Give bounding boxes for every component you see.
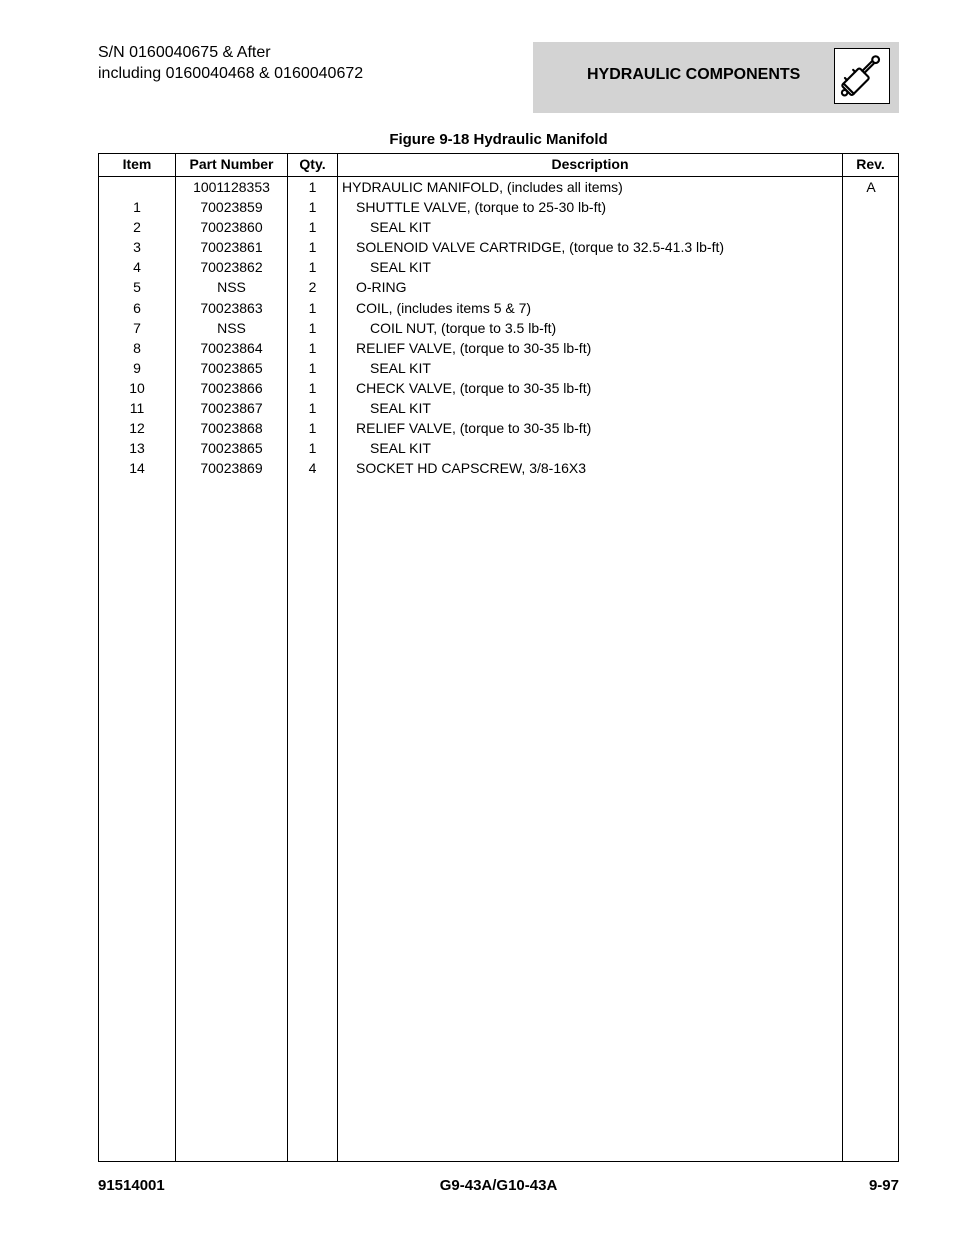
description-cell: CHECK VALVE, (torque to 30-35 lb-ft) xyxy=(356,379,592,396)
item-cell: 3 xyxy=(133,239,141,256)
description-cell: O-RING xyxy=(356,279,407,296)
description-cell: SOLENOID VALVE CARTRIDGE, (torque to 32.5-41.3 lb-ft) xyxy=(356,239,725,256)
part-number-cell: 70023860 xyxy=(200,219,263,236)
item-cell: 4 xyxy=(133,259,141,276)
part-number-cell: 70023864 xyxy=(200,339,263,356)
table-row xyxy=(99,217,898,237)
item-cell: 11 xyxy=(129,400,145,417)
part-number-cell: NSS xyxy=(217,319,246,336)
description-cell: SEAL KIT xyxy=(370,359,431,376)
qty-cell: 1 xyxy=(308,339,317,356)
description-cell: SHUTTLE VALVE, (torque to 25-30 lb-ft) xyxy=(356,199,607,216)
figure-title: Figure 9-18 Hydraulic Manifold xyxy=(389,131,608,148)
qty-cell: 1 xyxy=(308,219,317,236)
description-cell: HYDRAULIC MANIFOLD, (includes all items) xyxy=(342,179,623,195)
part-number-cell: 70023867 xyxy=(200,400,263,417)
description-cell: SEAL KIT xyxy=(370,259,431,276)
part-number-cell: NSS xyxy=(217,279,246,296)
description-cell: COIL NUT, (torque to 3.5 lb-ft) xyxy=(370,319,557,336)
part-number-cell: 70023862 xyxy=(200,259,263,276)
item-cell: 6 xyxy=(133,299,141,316)
footer-page-number: 9-97 xyxy=(868,1177,899,1194)
qty-cell: 1 xyxy=(308,239,317,256)
description-cell: SEAL KIT xyxy=(370,400,431,417)
table-row xyxy=(99,277,898,297)
column-header-qty: Qty. xyxy=(299,156,326,172)
part-number-cell: 70023865 xyxy=(200,359,263,376)
section-header xyxy=(533,42,899,113)
qty-cell: 4 xyxy=(308,460,317,477)
serial-line-1: S/N 0160040675 & After xyxy=(98,44,271,61)
qty-cell: 1 xyxy=(308,359,317,376)
table-row xyxy=(99,177,898,197)
qty-cell: 1 xyxy=(308,379,317,396)
table-row xyxy=(99,378,898,398)
parts-list xyxy=(99,177,898,478)
part-number-cell: 70023866 xyxy=(200,379,263,396)
qty-cell: 1 xyxy=(308,199,317,216)
description-cell: SEAL KIT xyxy=(370,219,431,236)
table-row xyxy=(99,318,898,338)
item-cell: 9 xyxy=(133,359,141,376)
qty-cell: 1 xyxy=(308,400,317,417)
qty-cell: 1 xyxy=(308,179,317,195)
qty-cell: 1 xyxy=(308,440,317,457)
item-cell: 7 xyxy=(133,319,141,336)
part-number-cell: 1001128353 xyxy=(193,179,270,195)
table-row xyxy=(99,418,898,438)
description-cell: SOCKET HD CAPSCREW, 3/8-16X3 xyxy=(356,460,587,477)
column-header-rev: Rev. xyxy=(856,156,885,172)
part-number-cell: 70023863 xyxy=(200,299,263,316)
table-row xyxy=(99,398,898,418)
part-number-cell: 70023861 xyxy=(200,239,263,256)
item-cell: 13 xyxy=(129,440,145,457)
qty-cell: 1 xyxy=(308,299,317,316)
item-cell: 1 xyxy=(133,199,141,216)
footer-model: G9-43A/G10-43A xyxy=(439,1177,558,1194)
item-cell: 12 xyxy=(129,420,145,437)
description-cell: RELIEF VALVE, (torque to 30-35 lb-ft) xyxy=(356,339,592,356)
table-row xyxy=(99,338,898,358)
footer-doc-number: 91514001 xyxy=(98,1177,165,1194)
qty-cell: 1 xyxy=(308,420,317,437)
item-cell: 14 xyxy=(129,460,145,477)
table-row xyxy=(99,257,898,277)
column-header-item: Item xyxy=(122,156,152,172)
hydraulic-cylinder-icon xyxy=(834,48,890,104)
table-row xyxy=(99,197,898,217)
description-cell: SEAL KIT xyxy=(370,440,431,457)
table-row xyxy=(99,358,898,378)
part-number-cell: 70023868 xyxy=(200,420,263,437)
serial-number-block xyxy=(98,42,363,84)
description-cell: COIL, (includes items 5 & 7) xyxy=(356,299,532,316)
section-title: HYDRAULIC COMPONENTS xyxy=(587,66,801,83)
parts-table xyxy=(98,153,899,1162)
serial-line-2: including 0160040468 & 0160040672 xyxy=(98,65,364,82)
item-cell: 10 xyxy=(129,379,145,396)
table-row xyxy=(99,438,898,458)
table-row xyxy=(99,237,898,257)
part-number-cell: 70023859 xyxy=(200,199,263,216)
item-cell: 8 xyxy=(133,339,141,356)
description-cell: RELIEF VALVE, (torque to 30-35 lb-ft) xyxy=(356,420,592,437)
qty-cell: 2 xyxy=(308,279,317,296)
table-row xyxy=(99,298,898,318)
part-number-cell: 70023869 xyxy=(200,460,263,477)
table-row xyxy=(99,458,898,478)
column-header-part-number: Part Number xyxy=(189,156,274,172)
part-number-cell: 70023865 xyxy=(200,440,263,457)
item-cell: 5 xyxy=(133,279,141,296)
item-cell: 2 xyxy=(133,219,141,236)
qty-cell: 1 xyxy=(308,259,317,276)
rev-cell: A xyxy=(866,179,876,195)
qty-cell: 1 xyxy=(308,319,317,336)
column-header-description: Description xyxy=(551,156,629,172)
